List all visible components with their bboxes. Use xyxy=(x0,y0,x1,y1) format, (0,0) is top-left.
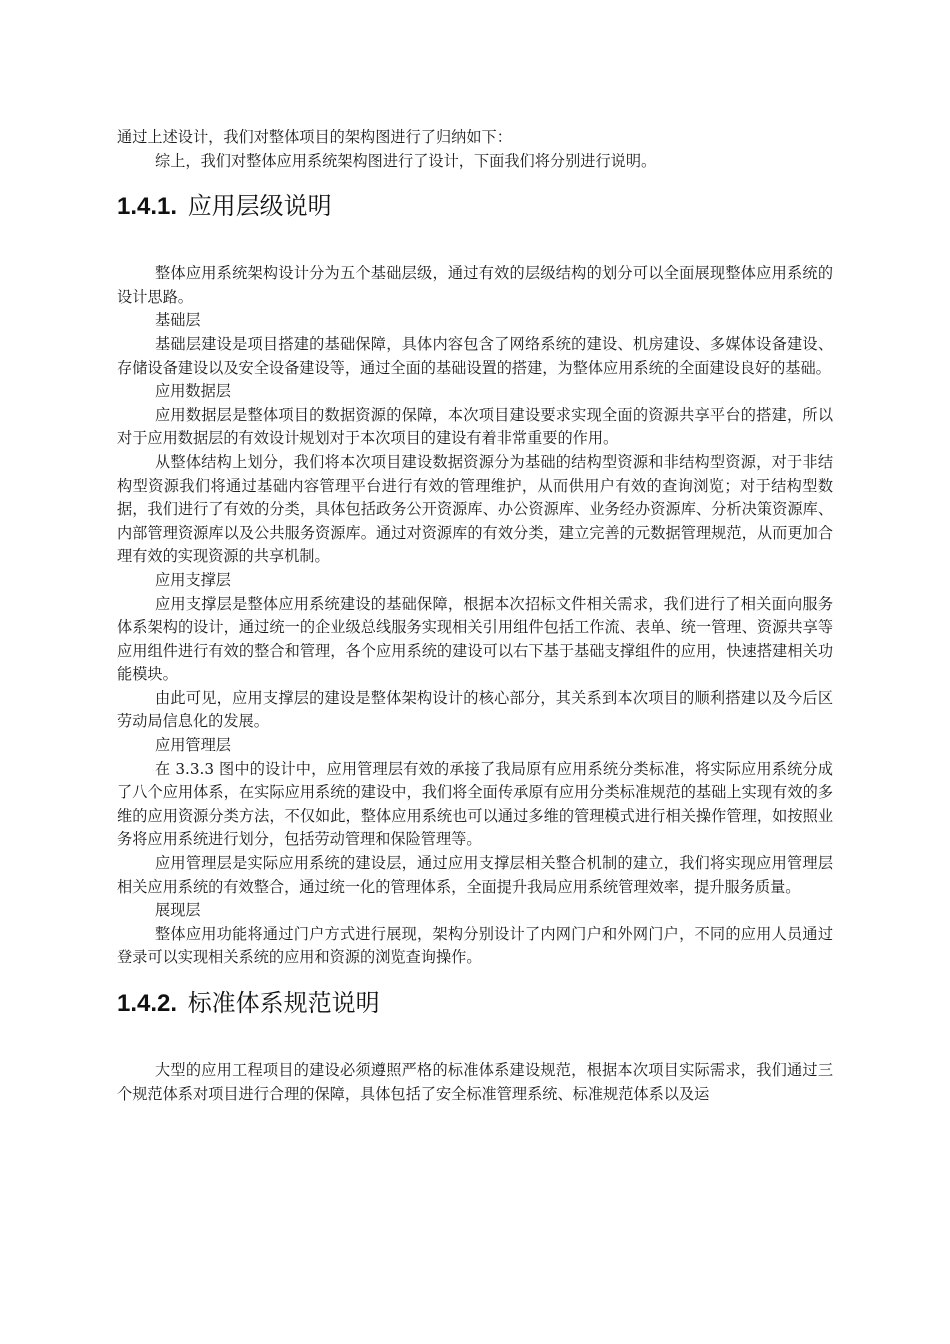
section-heading-1-4-2 xyxy=(117,988,833,1019)
paragraph: 应用支撑层是整体应用系统建设的基础保障，根据本次招标文件相关需求，我们进行了相关面向服务体系架构的设计，通过统一的企业级总线服务实现相关引用组件包括工作流、表单、统一管理、资源共享等应用组件进行有效的整合和管理，各个应用系统的建设可以右下基于基础支撑组件的应用，快速搭建相关功能模块。 xyxy=(117,594,833,684)
subheading-label: 基础层 xyxy=(155,311,201,330)
intro-line-2: 综上，我们对整体应用系统架构图进行了设计，下面我们将分别进行说明。 xyxy=(155,151,657,170)
paragraph: 从整体结构上划分，我们将本次项目建设数据资源分为基础的结构型资源和非结构型资源，对于非结构型资源我们将通过基础内容管理平台进行有效的管理维护，从而供用户有效的查询浏览；对于结构型数据，我们进行了有效的分类，具体包括政务公开资源库、办公资源库、业务经办资源库、分析决策资源库、内部管理资源库以及公共服务资源库。通过对资源库的有效分类，建立完善的元数据管理规范，从而更加合理有效的实现资源的共享机制。 xyxy=(117,452,833,566)
paragraph: 整体应用系统架构设计分为五个基础层级，通过有效的层级结构的划分可以全面展现整体应用系统的设计思路。 xyxy=(117,264,833,306)
subheading-label: 展现层 xyxy=(155,901,201,920)
document-body xyxy=(117,126,833,1106)
paragraph: 应用数据层是整体项目的数据资源的保障，本次项目建设要求实现全面的资源共享平台的搭建，所以对于应用数据层的有效设计规划对于本次项目的建设有着非常重要的作用。 xyxy=(117,405,833,448)
subheading-label: 应用支撑层 xyxy=(155,570,231,589)
section-number: 1.4.1. xyxy=(117,193,178,221)
section-title: 标准体系规范说明 xyxy=(187,989,380,1017)
section-heading-1-4-1 xyxy=(117,191,833,222)
paragraph: 在 3.3.3 图中的设计中，应用管理层有效的承接了我局原有应用系统分类标准，将实际应用系统分成了八个应用体系，在实际应用系统的建设中，我们将全面传承原有应用分类标准规范的基础上实现有效的多维的应用资源分类方法，不仅如此，整体应用系统也可以通过多维的管理模式进行相关操作管理，如按照业务将应用系统进行划分，包括劳动管理和保险管理等。 xyxy=(117,759,833,849)
intro-line-1: 通过上述设计，我们对整体项目的架构图进行了归纳如下： xyxy=(117,128,512,146)
paragraph: 整体应用功能将通过门户方式进行展现，架构分别设计了内网门户和外网门户，不同的应用人员通过登录可以实现相关系统的应用和资源的浏览查询操作。 xyxy=(117,924,833,967)
paragraph: 应用管理层是实际应用系统的建设层，通过应用支撑层相关整合机制的建立，我们将实现应用管理层相关应用系统的有效整合，通过统一化的管理体系，全面提升我局应用系统管理效率，提升服务质量。 xyxy=(117,854,833,896)
subheading-label: 应用数据层 xyxy=(155,382,231,401)
paragraph: 基础层建设是项目搭建的基础保障，具体内容包含了网络系统的建设、机房建设、多媒体设备建设、存储设备建设以及安全设备建设等，通过全面的基础设置的搭建，为整体应用系统的全面建设良好的基础。 xyxy=(117,334,833,377)
section-title: 应用层级说明 xyxy=(187,192,332,221)
paragraph: 大型的应用工程项目的建设必须遵照严格的标准体系建设规范，根据本次项目实际需求，我们通过三个规范体系对项目进行合理的保障，具体包括了安全标准管理系统、标准规范体系以及运 xyxy=(117,1061,833,1103)
section-number: 1.4.2. xyxy=(117,990,178,1017)
subheading-label: 应用管理层 xyxy=(155,736,231,755)
paragraph: 由此可见，应用支撑层的建设是整体架构设计的核心部分，其关系到本次项目的顺利搭建以及今后区劳动局信息化的发展。 xyxy=(117,688,833,731)
